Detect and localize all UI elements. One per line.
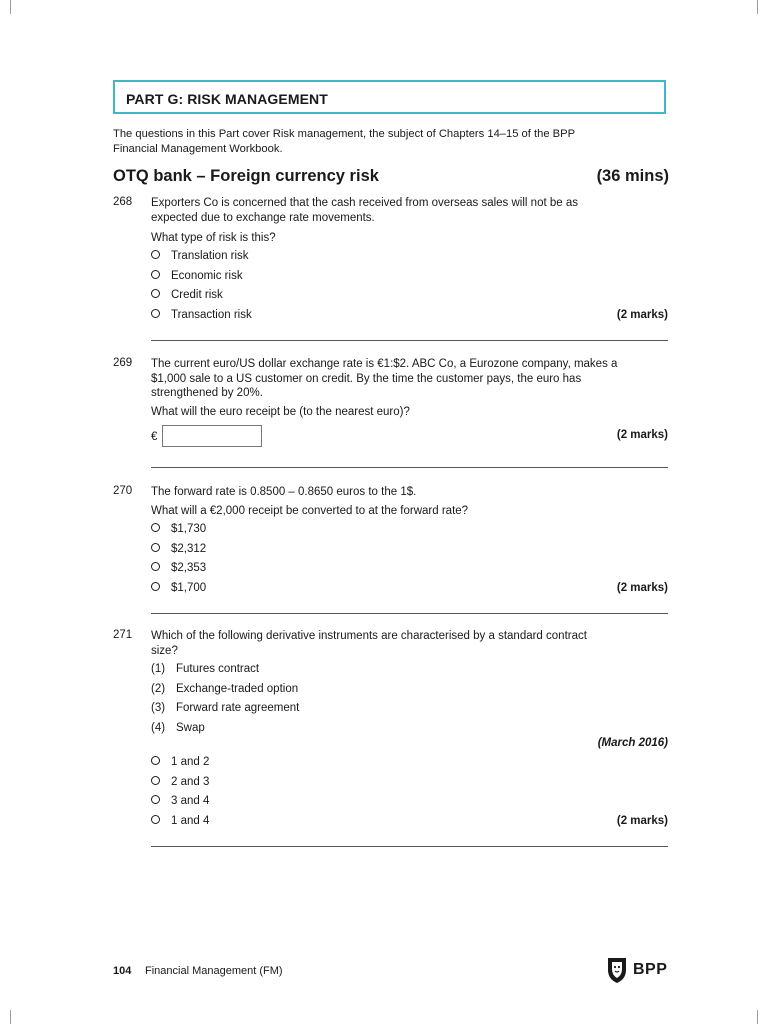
section-heading [113,167,669,186]
item-number: (3) [151,702,166,714]
divider [151,613,668,614]
divider [151,467,668,468]
option-label: Credit risk [171,289,223,301]
item-label: Futures contract [176,663,260,675]
q269-text-line-3: strengthened by 20%. [151,387,263,400]
radio-circle-icon[interactable] [151,582,160,591]
question-text-268 [151,196,666,225]
q269-text-line-1: The current euro/US dollar exchange rate is €1:$2. ABC Co, a Eurozone company, makes a [151,358,618,370]
q269-marks: (2 marks) [616,429,668,441]
question-text-270: The forward rate is 0.8500 – 0.8650 euros to the 1$. [151,486,417,498]
divider [151,340,668,341]
q268-prompt: What type of risk is this? [151,232,276,244]
section-time: (36 mins) [596,167,669,185]
radio-circle-icon[interactable] [151,270,160,279]
q271-option-3[interactable] [151,795,209,810]
question-number-271: 271 [113,629,133,641]
answer-input[interactable] [162,425,262,447]
q268-option-1[interactable] [151,250,249,265]
q268-option-3[interactable] [151,289,223,304]
q270-option-4[interactable] [151,582,206,597]
radio-circle-icon[interactable] [151,795,160,804]
lion-shield-icon [605,956,629,984]
logo-text: BPP [633,961,668,978]
q271-item-3 [151,702,299,714]
q268-option-2[interactable] [151,270,243,285]
section-title: OTQ bank – Foreign currency risk [113,167,379,185]
radio-circle-icon[interactable] [151,562,160,571]
q270-option-1[interactable] [151,523,206,538]
radio-circle-icon[interactable] [151,250,160,259]
crop-mark-bottom-left [10,1010,11,1024]
q271-item-1 [151,663,259,675]
q270-option-3[interactable] [151,562,206,577]
radio-circle-icon[interactable] [151,815,160,824]
question-number-269: 269 [113,357,133,369]
item-label: Exchange-traded option [176,683,299,695]
q270-marks: (2 marks) [616,582,668,594]
q269-text-line-2: $1,000 sale to a US customer on credit. By the time the customer pays, the euro has [151,372,582,385]
q271-item-4 [151,722,205,734]
q270-option-2[interactable] [151,543,206,558]
q271-text-line-1: Which of the following derivative instruments are characterised by a standard contract [151,630,587,642]
q271-marks: (2 marks) [616,815,668,827]
question-text-269 [151,357,666,401]
option-label: 1 and 4 [171,815,210,827]
option-label: $1,700 [171,582,207,594]
q270-prompt: What will a €2,000 receipt be converted to at the forward rate? [151,505,469,517]
crop-mark-bottom-right [757,1010,758,1024]
item-number: (4) [151,722,166,734]
item-label: Swap [176,722,205,734]
option-label: 2 and 3 [171,776,210,788]
option-label: Translation risk [171,250,249,262]
q271-option-2[interactable] [151,776,209,791]
q268-text-line-2: expected due to exchange rate movements. [151,211,375,224]
part-title: PART G: RISK MANAGEMENT [126,91,328,107]
radio-circle-icon[interactable] [151,523,160,532]
option-label: $1,730 [171,523,207,535]
intro-line-2: Financial Management Workbook. [113,142,283,155]
question-number-268: 268 [113,196,133,208]
q268-option-4[interactable] [151,309,252,324]
option-label: 3 and 4 [171,795,210,807]
question-number-270: 270 [113,485,133,497]
page-number: 104 [113,965,132,977]
intro-line-1: The questions in this Part cover Risk management, the subject of Chapters 14–15 of the BPP [113,128,576,140]
q269-prompt: What will the euro receipt be (to the nearest euro)? [151,406,410,418]
question-text-271 [151,629,666,658]
currency-symbol: € [151,431,158,443]
crop-mark-top-left [10,0,11,14]
part-header-box [113,80,666,114]
q268-text-line-1: Exporters Co is concerned that the cash received from overseas sales will not be as [151,197,578,209]
part-intro [113,127,673,156]
item-number: (1) [151,663,166,675]
q271-item-2 [151,683,298,695]
book-title: Financial Management (FM) [145,965,283,977]
radio-circle-icon[interactable] [151,756,160,765]
option-label: $2,353 [171,562,207,574]
item-label: Forward rate agreement [176,702,300,714]
q271-text-line-2: size? [151,644,178,657]
option-label: Economic risk [171,270,243,282]
bpp-logo [605,956,668,986]
crop-mark-top-right [757,0,758,14]
radio-circle-icon[interactable] [151,309,160,318]
radio-circle-icon[interactable] [151,289,160,298]
q268-marks: (2 marks) [616,309,668,321]
q271-option-1[interactable] [151,756,209,771]
q271-option-4[interactable] [151,815,209,830]
option-label: Transaction risk [171,309,252,321]
radio-circle-icon[interactable] [151,776,160,785]
divider [151,846,668,847]
item-number: (2) [151,683,166,695]
option-label: $2,312 [171,543,207,555]
option-label: 1 and 2 [171,756,210,768]
q271-source: (March 2016) [597,737,668,749]
radio-circle-icon[interactable] [151,543,160,552]
